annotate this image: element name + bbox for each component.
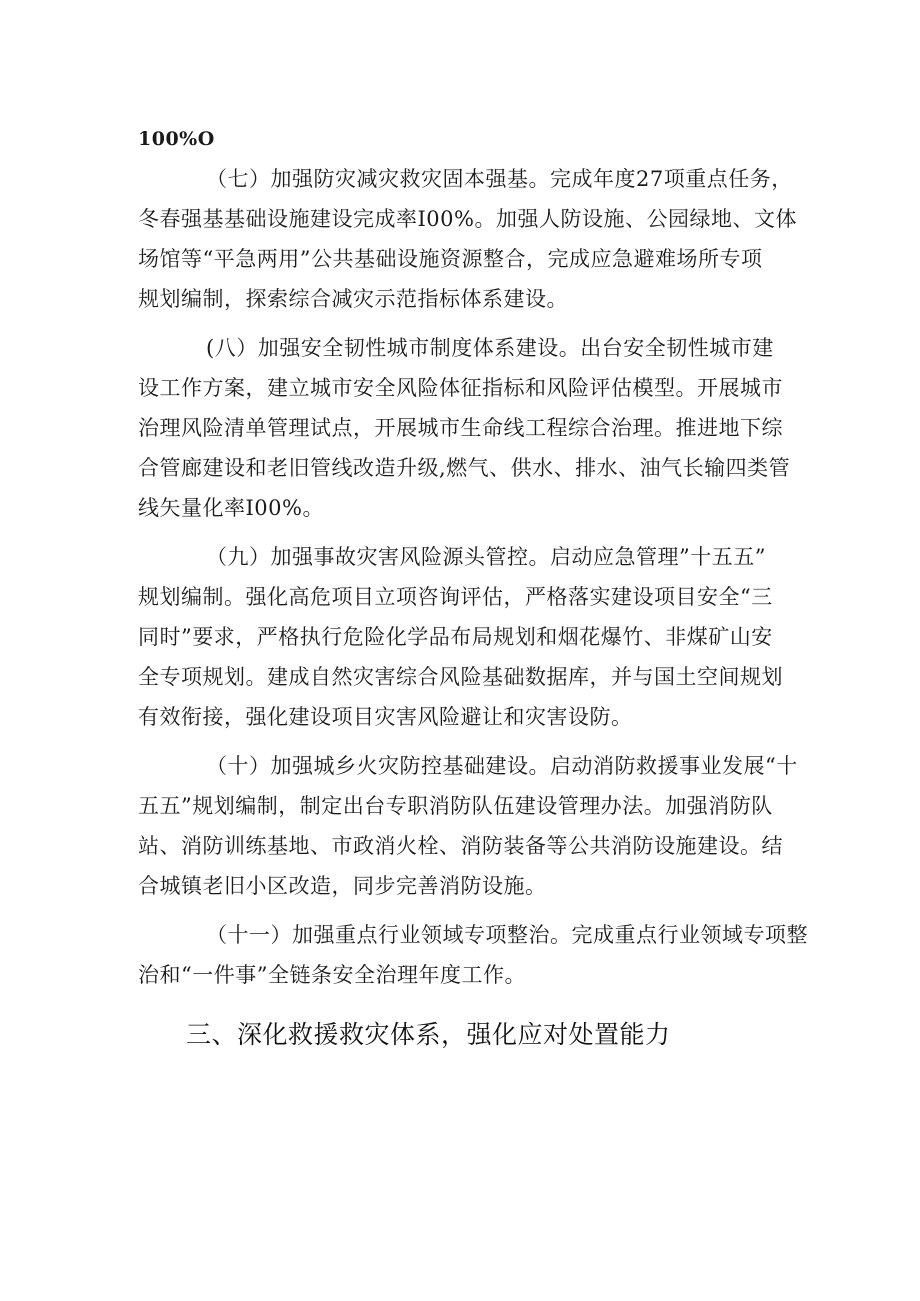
paragraph-line: 站、消防训练基地、市政消火栓、消防装备等公共消防设施建设。结 xyxy=(138,834,783,858)
paragraph-11 xyxy=(138,915,808,995)
paragraph-line: 有效衔接，强化建设项目灾害风险避让和灾害设防。 xyxy=(138,705,633,729)
paragraph-8 xyxy=(138,328,791,528)
paragraph-line: 规划编制，探索综合减灾示范指标体系建设。 xyxy=(138,287,568,311)
paragraph-line: (八）加强安全韧性城市制度体系建设。出台安全韧性城市建 xyxy=(206,336,774,360)
paragraph-line: 同时”要求，严格执行危险化学品布局规划和烟花爆竹、非煤矿山安 xyxy=(138,625,773,649)
paragraph-line: （七）加强防灾减灾救灾固本强基。完成年度27项重点任务， xyxy=(206,167,793,191)
paragraph-line: 五五”规划编制，制定出台专职消防队伍建设管理办法。加强消防队 xyxy=(138,794,773,818)
paragraph-line: （十一）加强重点行业领域专项整治。完成重点行业领域专项整 xyxy=(206,923,808,947)
paragraph-line: 合城镇老旧小区改造，同步完善消防设施。 xyxy=(138,874,547,898)
paragraph-7 xyxy=(138,159,797,319)
paragraph-line: （九）加强事故灾害风险源头管控。启动应急管理”十五五” xyxy=(206,545,766,569)
paragraph-line: 合管廊建设和老旧管线改造升级,燃气、供水、排水、油气长输四类管 xyxy=(138,456,791,480)
section-heading: 三、深化救援救灾体系，强化应对处置能力 xyxy=(186,1020,671,1049)
paragraph-line: 设工作方案，建立城市安全风险体征指标和风险评估模型。开展城市 xyxy=(138,376,783,400)
paragraph-line: 治和“一件事”全链条安全治理年度工作。 xyxy=(138,963,526,987)
paragraph-10 xyxy=(138,746,798,906)
paragraph-9 xyxy=(138,537,788,737)
paragraph-line: 线矢量化率I00%。 xyxy=(138,496,324,520)
paragraph-line: 冬春强基基础设施建设完成率I00%。加强人防设施、公园绿地、文体 xyxy=(138,207,797,231)
paragraph-line: 治理风险清单管理试点，开展城市生命线工程综合治理。推进地下综 xyxy=(138,416,783,440)
paragraph-line: 全专项规划。建成自然灾害综合风险基础数据库，并与国土空间规划 xyxy=(138,665,783,689)
paragraph-line: 场馆等“平急两用”公共基础设施资源整合，完成应急避难场所专项 xyxy=(138,247,763,271)
continued-text: 100%O xyxy=(138,128,215,150)
document-body xyxy=(138,119,808,1057)
paragraph-line: 规划编制。强化高危项目立项咨询评估，严格落实建设项目安全“三 xyxy=(138,585,773,609)
paragraph-line: （十）加强城乡火灾防控基础建设。启动消防救援事业发展“十 xyxy=(206,754,798,778)
